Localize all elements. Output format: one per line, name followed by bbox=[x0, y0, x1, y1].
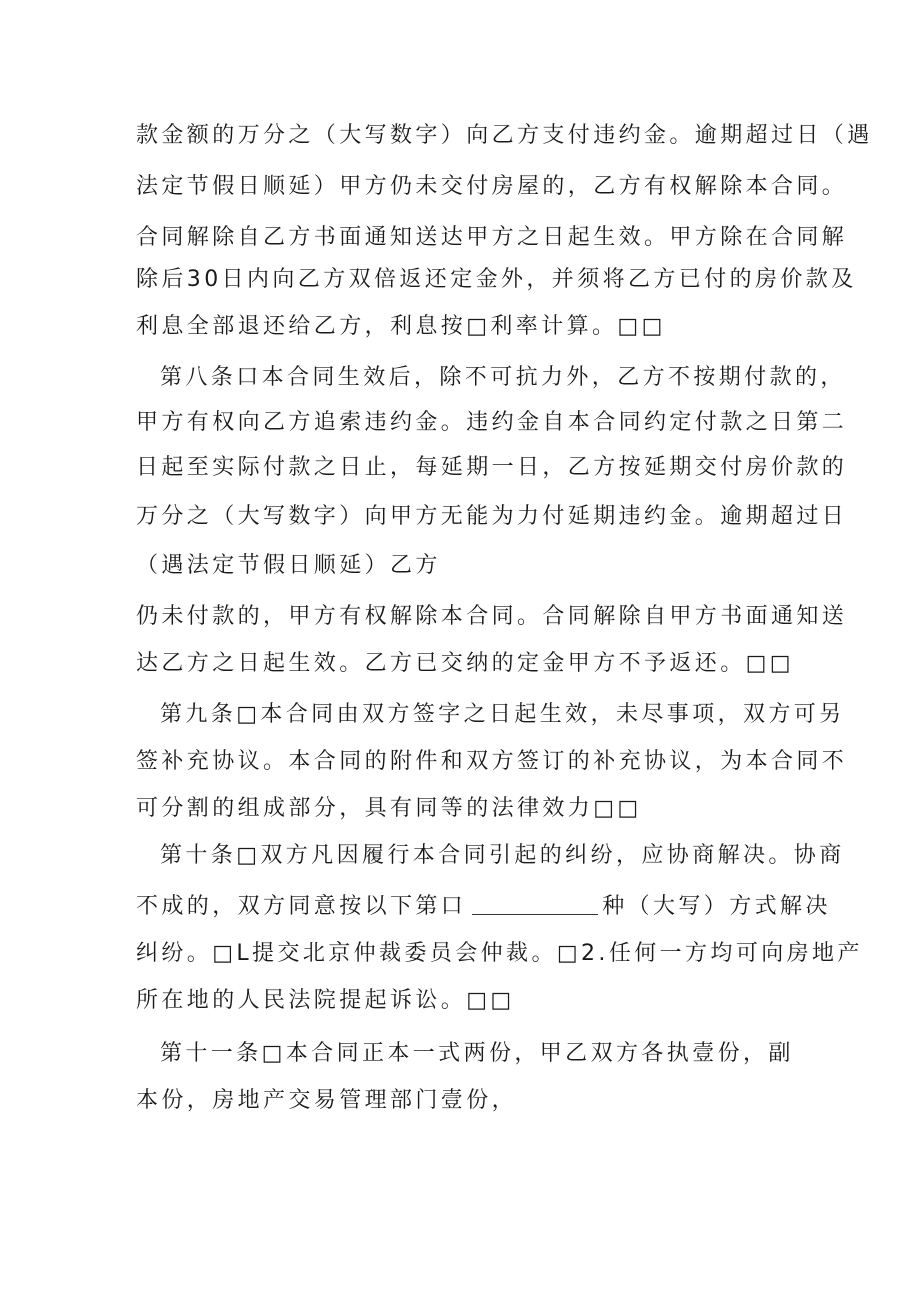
text-line: 达乙方之日起生效。乙方已交纳的定金甲方不予返还。□□ bbox=[136, 651, 794, 676]
text-line: （遇法定节假日顺延）乙方 bbox=[136, 553, 441, 578]
text-after-blank: 种（大写）方式解决 bbox=[602, 894, 831, 919]
text-line: 甲方有权向乙方追索违约金。违约金自本合同约定付款之日第二 bbox=[136, 410, 848, 435]
text-line: 签补充协议。本合同的附件和双方签订的补充协议，为本合同不 bbox=[136, 749, 848, 774]
text-line: 日起至实际付款之日止，每延期一日，乙方按延期交付房价款的 bbox=[136, 455, 848, 480]
text-line-with-blank bbox=[136, 885, 831, 929]
clause-10-start: 第十条□双方凡因履行本合同引起的纠纷，应协商解决。协商 bbox=[160, 843, 845, 868]
text-line: 可分割的组成部分，具有同等的法律效力□□ bbox=[136, 796, 642, 821]
text-line: 利息全部退还给乙方，利息按□利率计算。□□ bbox=[136, 314, 666, 339]
text-before-blank: 不成的，双方同意按以下第口 bbox=[136, 894, 467, 919]
text-line: 合同解除自乙方书面通知送达甲方之日起生效。甲方除在合同解 bbox=[136, 225, 848, 250]
clause-11-start: 第十一条□本合同正本一式两份，甲乙双方各执壹份，副 bbox=[160, 1041, 794, 1066]
text-line: 所在地的人民法院提起诉讼。□□ bbox=[136, 988, 515, 1013]
text-line: 仍未付款的，甲方有权解除本合同。合同解除自甲方书面通知送 bbox=[136, 604, 848, 629]
text-line: 法定节假日顺延）甲方仍未交付房屋的，乙方有权解除本合同。 bbox=[136, 174, 848, 199]
clause-9-start: 第九条□本合同由双方签字之日起生效，未尽事项，双方可另 bbox=[160, 702, 845, 727]
text-line: 万分之（大写数字）向甲方无能为力付延期违约金。逾期超过日 bbox=[136, 504, 848, 529]
text-line: 纠纷。□L提交北京仲裁委员会仲裁。□2.任何一方均可向房地产 bbox=[136, 941, 863, 966]
text-line: 除后30日内向乙方双倍返还定金外，并须将乙方已付的房价款及 bbox=[136, 267, 857, 292]
fill-in-blank bbox=[472, 892, 598, 915]
text-line: 款金额的万分之（大写数字）向乙方支付违约金。逾期超过日（遇 bbox=[136, 123, 873, 148]
text-line: 本份，房地产交易管理部门壹份， bbox=[136, 1088, 518, 1113]
clause-8-start: 第八条口本合同生效后，除不可抗力外，乙方不按期付款的， bbox=[160, 365, 846, 390]
